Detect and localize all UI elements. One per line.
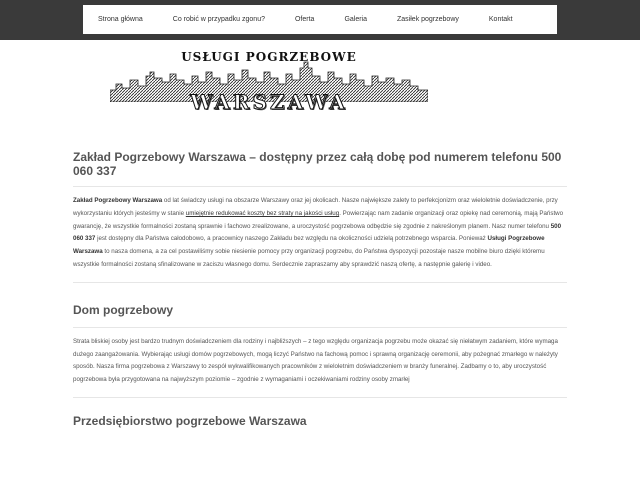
nav-item-funeral-allowance[interactable]: Zasiłek pogrzebowy <box>397 16 459 23</box>
main-content <box>73 150 567 428</box>
nav-item-what-to-do[interactable]: Co robić w przypadku zgonu? <box>172 16 265 23</box>
logo-top-text: USŁUGI POGRZEBOWE <box>181 50 357 64</box>
logo-bottom-text: WARSZAWA <box>190 90 348 114</box>
page-title: Zakład Pogrzebowy Warszawa – dostępny przez całą dobę pod numerem telefonu 500 060 337 <box>73 150 562 178</box>
nav-item-offer[interactable]: Oferta <box>294 16 315 23</box>
intro-text-4: to nasza domena, a za cel postawiliśmy sobie niesienie pomocy przy organizacji pogrzebu, do Państwa dyspozycji pozostaje nasze mobilne biuro dzięki któremu wszystkie formalności zostaną sfinalizowane w zaciszu własnego domu. Serdecznie zapraszamy aby sprawdzić naszą ofertę, a następnie galerię i video. <box>73 248 545 268</box>
phone-number: 500 060 337 <box>73 222 562 243</box>
intro-text-1: od lat świadczy usługi na obszarze Warszawy oraz jej okolicach. Nasze największe zalety to perfekcjonizm oraz wieloletnie doświadczenie, przy wykorzystaniu których jesteśmy w stanie <box>73 197 558 217</box>
bold-services-name: Usługi Pogrzebowe Warszawa <box>73 235 545 256</box>
funeral-home-paragraph: Strata bliskiej osoby jest bardzo trudnym doświadczeniem dla rodziny i najbliższych – z tego względu organizacja pogrzebu może okazać się niełatwym zadaniem, które wymaga dużego zaangażowania. Wybierając usługi domów pogrzebowych, mogą liczyć Państwo na fachową pomoc i sprawną organizację ceremonii, aby pożegnać zmarłego w należyty sposób. Nasza firma pogrzebowa z Warszawy to zespół wykwalifikowanych pracowników z wieloletnim doświadczeniem w branży funeralnej. Zadbamy o to, aby uroczystość pogrzebowa była przygotowana na najwyższym poziomie – zgodnie z wymaganiami i oczekiwaniami rodziny osoby zmarłej <box>73 337 558 384</box>
main-navigation <box>83 5 557 34</box>
section-heading-funeral-home: Dom pogrzebowy <box>73 302 174 317</box>
divider <box>73 186 567 187</box>
intro-paragraph <box>73 195 567 272</box>
site-logo[interactable] <box>110 46 428 121</box>
divider <box>73 327 567 328</box>
nav-item-home[interactable]: Strona główna <box>98 16 143 23</box>
nav-item-gallery[interactable]: Galeria <box>344 16 368 23</box>
top-bar <box>0 0 640 40</box>
divider <box>73 282 567 283</box>
nav-item-contact[interactable]: Kontakt <box>488 16 513 23</box>
cost-link[interactable]: umiejętnie redukować koszty bez straty na jakości usług <box>185 209 340 217</box>
intro-text-2: . Powierzając nam zadanie organizacji oraz opiekę nad ceremonią, mają Państwo gwarancję, że wszystkie formalności zostaną sprawnie i fachowo zrealizowane, a uroczystość pogrzebowa odbędzie się zgodnie z nakreślonym planem. Nasz numer telefonu <box>73 209 564 230</box>
bold-company-name: Zakład Pogrzebowy Warszawa <box>73 197 163 204</box>
divider <box>73 397 567 398</box>
intro-text-3: jest dostępny dla Państwa całodobowo, a pracownicy naszego Zakładu bez względu na okoliczności udzielą potrzebnego wsparcia. Ponieważ <box>95 235 488 243</box>
section-heading-funeral-company: Przedsiębiorstwo pogrzebowe Warszawa <box>73 413 307 428</box>
